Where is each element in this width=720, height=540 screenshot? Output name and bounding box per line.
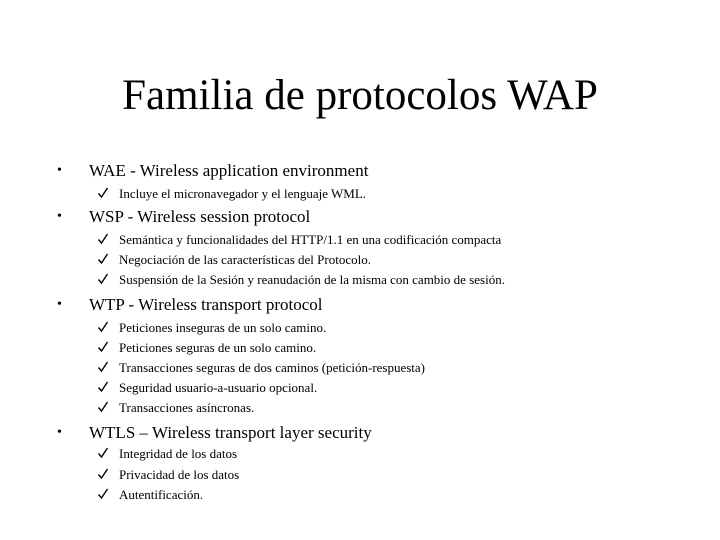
checkmark-icon [97, 487, 109, 501]
checkmark-icon [97, 252, 109, 266]
checkmark-icon [97, 360, 109, 374]
sub-item-text: Peticiones seguras de un solo camino. [119, 340, 317, 355]
sub-item-text: Autentificación. [119, 487, 204, 502]
section-heading: WTP - Wireless transport protocol [89, 295, 323, 314]
sub-item-text: Privacidad de los datos [119, 467, 240, 482]
checkmark-icon [97, 400, 109, 414]
sub-item-text: Negociación de las características del Protocolo. [119, 252, 371, 267]
sub-item-text: Transacciones asíncronas. [119, 400, 255, 415]
bullet-dot-icon: • [57, 425, 62, 440]
checkmark-icon [97, 446, 109, 460]
sub-item-text: Suspensión de la Sesión y reanudación de la misma con cambio de sesión. [119, 272, 505, 287]
sub-item-text: Peticiones inseguras de un solo camino. [119, 320, 327, 335]
sub-item-text: Seguridad usuario-a-usuario opcional. [119, 380, 318, 395]
slide-title: Familia de protocolos WAP [122, 72, 598, 119]
sub-item-text: Integridad de los datos [119, 446, 238, 461]
checkmark-icon [97, 467, 109, 481]
section-heading: WTLS – Wireless transport layer security [89, 423, 372, 442]
checkmark-icon [97, 320, 109, 334]
section-heading: WSP - Wireless session protocol [89, 207, 311, 226]
checkmark-icon [97, 380, 109, 394]
sub-item-text: Incluye el micronavegador y el lenguaje WML. [119, 186, 367, 201]
sub-item-text: Transacciones seguras de dos caminos (petición-respuesta) [119, 360, 426, 375]
checkmark-icon [97, 186, 109, 200]
checkmark-icon [97, 272, 109, 286]
section-heading: WAE - Wireless application environment [89, 161, 369, 180]
checkmark-icon [97, 340, 109, 354]
bullet-dot-icon: • [57, 209, 62, 224]
checkmark-icon [97, 232, 109, 246]
bullet-dot-icon: • [57, 163, 62, 178]
bullet-dot-icon: • [57, 297, 62, 312]
sub-item-text: Semántica y funcionalidades del HTTP/1.1 en una codificación compacta [119, 232, 502, 247]
